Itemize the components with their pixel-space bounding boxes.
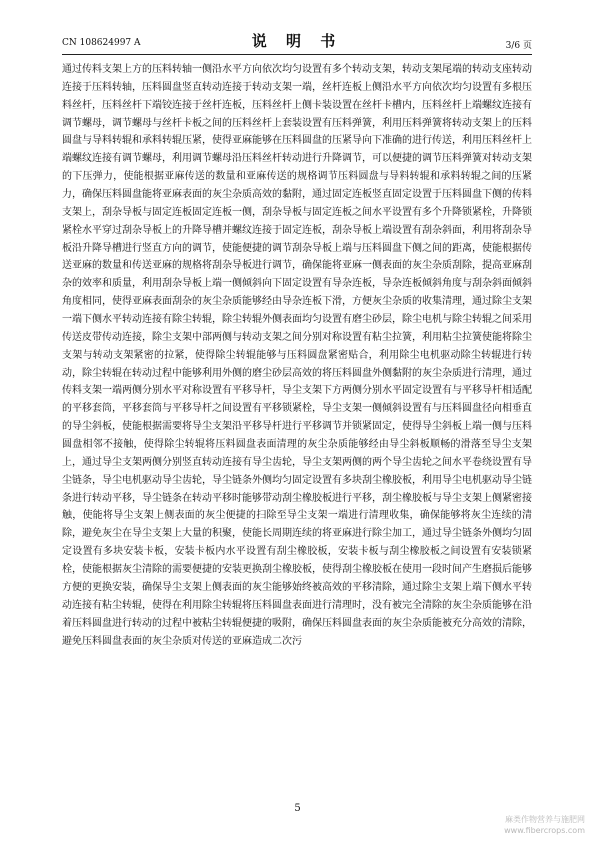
page-indicator: 3/6 页 [505, 41, 532, 51]
watermark-site-name: 麻类作物营养与施肥网 [505, 815, 585, 824]
watermark-url: www.fibercrops.com [504, 826, 585, 835]
page-header [62, 28, 532, 52]
patent-number: CN 108624997 A [62, 38, 141, 48]
document-title: 说 明 书 [251, 32, 343, 50]
site-watermark [504, 814, 585, 836]
page-number: 5 [294, 803, 301, 814]
description-body[interactable]: 通过传料支架上方的压料转轴一侧沿水平方向依次均匀设置有多个转动支架，转动支架尾端的转动支座转动连接于压料转轴，压料圆盘竖直转动连接于转动支架一端，丝杆连板上侧沿水平方向依次均匀设置有多根压料丝杆，压料丝杆下端铰连接于丝杆连板，压料丝杆上侧卡装设置在丝杆卡槽内，压料丝杆上端螺纹连接有调节螺母，调节螺母与丝杆卡板之间的压料丝杆上套装设置有压料弹簧，利用压料弹簧将转动支架上的压料圆盘与导料转辊和承料转辊压紧，使得亚麻能够在压料圆盘的压紧导向下准确的进行传送，利用压料丝杆上端螺纹连接有调节螺母，利用调节螺母沿压料丝杆转动进行升降调节，可以便捷的调节压料弹簧对转动支架的下压弹力，使能根据亚麻传送的数量和亚麻传送的规格调节压料圆盘与导料转辊和承料转辊之间的压紧力，确保压料圆盘能将亚麻表面的灰尘杂质高效的黏附，通过固定连板竖直固定设置于压料圆盘下侧的传料支架上，刮杂导板与固定连板固定连板一侧，刮杂导板与固定连板之间水平设置有多个升降锁紧栓，升降锁紧栓水平穿过刮杂导板上的升降导槽并螺纹连接于固定连板，刮杂导板上端设置有刮杂斜面，利用将刮杂导板沿升降导槽进行竖直方向的调节，使能便捷的调节刮杂导板上端与压料圆盘下侧之间的距离，使能根据传送亚麻的数量和传送亚麻的规格将刮杂导板进行调节，确保能将亚麻一侧表面的灰尘杂质刮除，提高亚麻刮杂的效率和质量，利用刮杂导板上端一侧倾斜向下固定设置有导杂连板，导杂连板倾斜角度与刮杂斜面倾斜角度相同，使得亚麻表面刮杂的灰尘杂质能够经由导杂连板下滑，方便灰尘杂质的收集清理，通过除尘支架一端下侧水平转动连接有除尘转辊，除尘转辊外侧表面均匀设置有磨尘砂层，除尘电机与除尘转辊之间采用传送皮带传动连接，除尘支架中部两侧与转动支架之间分别对称设置有粘尘拉簧，利用粘尘拉簧使能将除尘支架与转动支架紧密的拉紧，使得除尘转辊能够与压料圆盘紧密贴合，利用除尘电机驱动除尘转辊进行转动，除尘转辊在转动过程中能够利用外侧的磨尘砂层高效的将压料圆盘外侧黏附的灰尘杂质进行清理，通过传料支架一端两侧分别水平对称设置有平移导杆，导尘支架下方两侧分别水平固定设置有与平移导杆相适配的平移套筒，平移套筒与平移导杆之间设置有平移锁紧栓，导尘支架一侧倾斜设置有与压料圆盘径向相垂直的导尘斜板，使能根据需要将导尘支架沿平移导杆进行平移调节并锁紧固定，使得导尘斜板上端一侧与压料圆盘相邻不接触，使得除尘转辊将压料圆盘表面清理的灰尘杂质能够经由导尘斜板顺畅的滑落至导尘支架上，通过导尘支架两侧分别竖直转动连接有导尘齿轮，导尘支架两侧的两个导尘齿轮之间水平卷绕设置有导尘链条，导尘电机驱动导尘齿轮，导尘链条外侧均匀固定设置有多块刮尘橡胶板，利用导尘电机驱动导尘链条进行转动平移，导尘链条在转动平移时能够带动刮尘橡胶板进行平移，刮尘橡胶板与导尘支架上侧紧密接触，使能将导尘支架上侧表面的灰尘便捷的扫除至导尘支架一端进行清理收集，确保能够将灰尘连续的清除，避免灰尘在导尘支架上大量的积聚，使能长周期连续的将亚麻进行除尘加工，通过导尘链条外侧均匀固定设置有多块安装卡板，安装卡板内水平设置有刮尘橡胶板，安装卡板与刮尘橡胶板之间设置有安装锁紧栓，使能根据灰尘清除的需要便捷的安装更换刮尘橡胶板，使得刮尘橡胶板在使用一段时间产生磨损后能够方便的更换安装，确保导尘支架上侧表面的灰尘能够始终被高效的平移清除，通过除尘支架上端下侧水平转动连接有粘尘转辊，使得在利用除尘转辊将压料圆盘表面进行清理时，没有被完全清除的灰尘杂质能够在沿着压料圆盘进行转动的过程中被粘尘转辊便捷的吸附，确保压料圆盘表面的灰尘杂质能被充分高效的清除，避免压料圆盘表面的灰尘杂质对传送的亚麻造成二次污 [62, 64, 532, 647]
header-divider [62, 54, 532, 55]
